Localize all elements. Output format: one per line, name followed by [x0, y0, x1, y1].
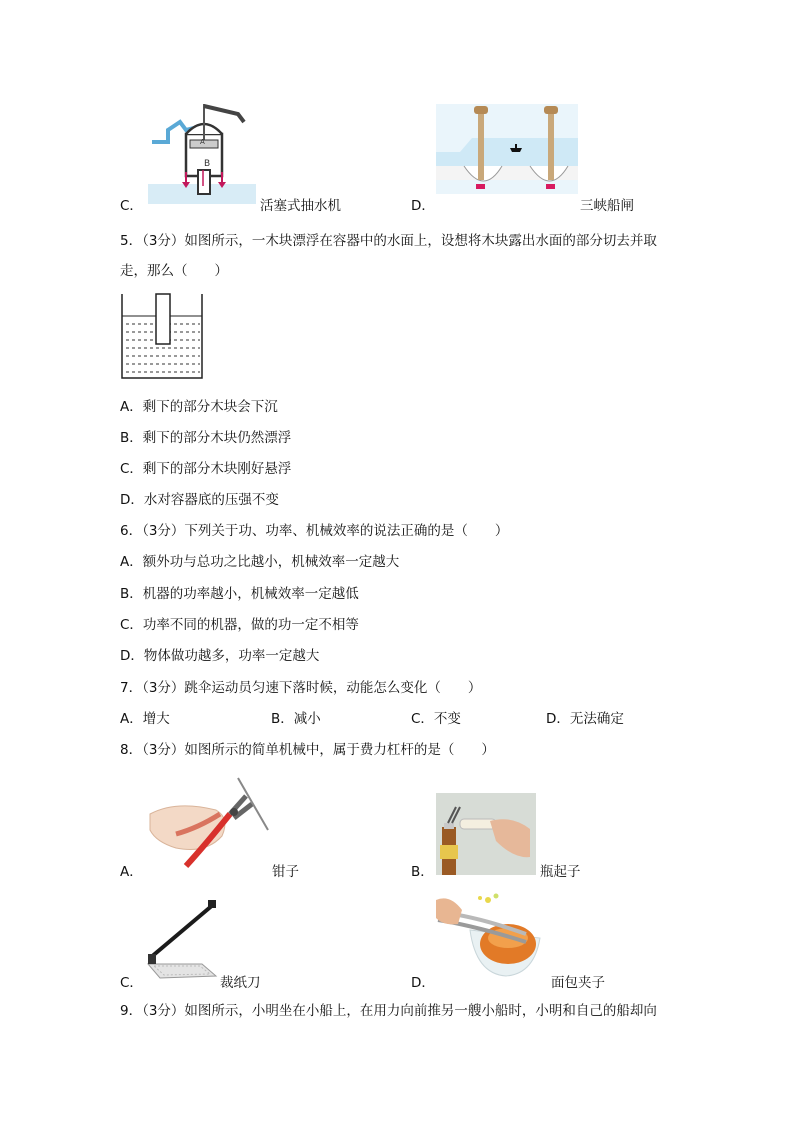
q8-option-b-caption: 瓶起子 [540, 864, 581, 880]
q5-option-a: A．剩下的部分木块会下沉 [120, 399, 278, 415]
q8-option-a-letter: A． [120, 864, 143, 880]
q7-stem: 7．（3分）跳伞运动员匀速下落时候，动能怎么变化（ ） [120, 680, 482, 696]
q6-option-d: D．物体做功越多，功率一定越大 [120, 648, 320, 664]
q5-option-c: C．剩下的部分木块刚好悬浮 [120, 461, 292, 477]
pump-label-a: A [200, 138, 205, 146]
q6-stem: 6．（3分）下列关于功、功率、机械效率的说法正确的是（ ） [120, 523, 509, 539]
pliers-figure [146, 774, 270, 872]
q9-stem-line1: 9．（3分）如图所示，小明坐在小船上，在用力向前推另一艘小船时，小明和自己的船却向 [120, 1003, 657, 1019]
q7-option-c: C．不变 [411, 711, 461, 727]
paper-cutter-figure [146, 898, 218, 984]
q6-option-b: B．机器的功率越小，机械效率一定越低 [120, 586, 359, 602]
q6-option-a: A．额外功与总功之比越小，机械效率一定越大 [120, 554, 400, 570]
q6-option-c: C．功率不同的机器，做的功一定不相等 [120, 617, 359, 633]
q8-option-d-letter: D． [411, 975, 435, 991]
q5-option-b: B．剩下的部分木块仍然漂浮 [120, 430, 292, 446]
q4-option-d-letter: D． [411, 198, 435, 214]
q8-stem: 8．（3分）如图所示的简单机械中，属于费力杠杆的是（ ） [120, 742, 495, 758]
bread-tongs-figure [436, 890, 550, 980]
q8-option-d-caption: 面包夹子 [551, 975, 605, 991]
q4-option-c-caption: 活塞式抽水机 [260, 198, 341, 214]
piston-pump-figure [146, 100, 258, 206]
q7-option-d: D．无法确定 [546, 711, 624, 727]
q8-option-b-letter: B． [411, 864, 434, 880]
q8-option-a-caption: 钳子 [272, 864, 299, 880]
q8-option-c-letter: C． [120, 975, 143, 991]
q7-option-b: B．减小 [271, 711, 321, 727]
q4-option-d-caption: 三峡船闸 [580, 198, 634, 214]
ship-lock-figure [436, 104, 578, 194]
pump-label-b: B [204, 159, 211, 169]
q5-stem-line2: 走，那么（ ） [120, 263, 228, 279]
q7-option-a: A．增大 [120, 711, 170, 727]
bottle-opener-figure [436, 793, 536, 875]
floating-block-figure [120, 292, 204, 380]
q5-option-d: D．水对容器底的压强不变 [120, 492, 279, 508]
q8-option-c-caption: 裁纸刀 [220, 975, 261, 991]
q4-option-c-letter: C． [120, 198, 143, 214]
q5-stem-line1: 5．（3分）如图所示，一木块漂浮在容器中的水面上，设想将木块露出水面的部分切去并取 [120, 233, 657, 249]
